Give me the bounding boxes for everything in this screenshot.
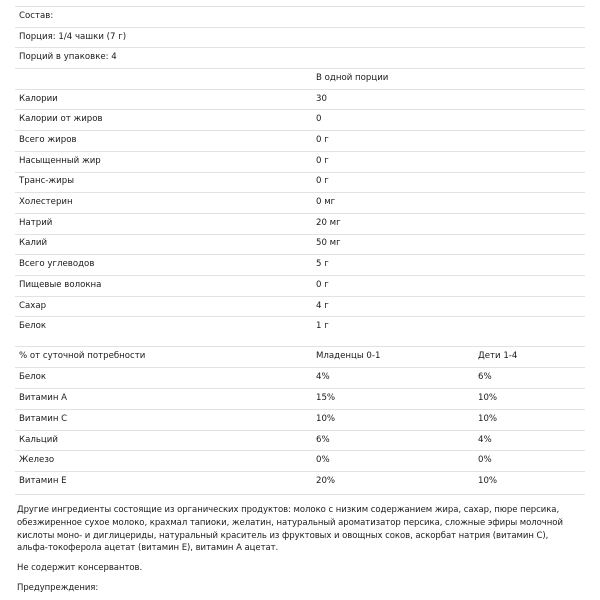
dv-nutrient-name: Белок bbox=[15, 367, 312, 388]
nutrient-name: Всего углеводов bbox=[15, 255, 312, 276]
table-row bbox=[15, 69, 585, 90]
dv-header-infants: Младенцы 0-1 bbox=[312, 347, 474, 368]
ingredients-line: кислоты моно- и диглицериды, натуральный краситель из фруктовых и овощных соков, аскорбат натрия (витамин C), bbox=[17, 530, 549, 541]
table-row bbox=[15, 151, 585, 172]
warnings-label: Предупреждения: bbox=[17, 582, 99, 593]
table-row bbox=[15, 317, 585, 337]
nutrient-value: 0 г bbox=[312, 172, 585, 193]
table-row bbox=[15, 388, 585, 409]
nutrient-value: 5 г bbox=[312, 255, 585, 276]
servings-per-package: Порций в упаковке: 4 bbox=[15, 48, 585, 69]
table-row bbox=[15, 430, 585, 451]
no-preservatives-text: Не содержит консервантов. bbox=[17, 563, 143, 574]
dv-header-label: % от суточной потребности bbox=[15, 347, 312, 368]
dv-nutrient-name: Витамин E bbox=[15, 472, 312, 492]
dv-infants-value: 4% bbox=[312, 367, 474, 388]
nutrient-name: Холестерин bbox=[15, 193, 312, 214]
table-header-row bbox=[15, 347, 585, 368]
dv-children-value: 6% bbox=[474, 367, 585, 388]
nutrient-name: Пищевые волокна bbox=[15, 275, 312, 296]
table-row bbox=[15, 409, 585, 430]
per-serving-header: В одной порции bbox=[312, 69, 585, 90]
nutrient-name: Белок bbox=[15, 317, 312, 337]
table-row bbox=[15, 110, 585, 131]
nutrient-name: Натрий bbox=[15, 213, 312, 234]
dv-children-value: 4% bbox=[474, 430, 585, 451]
empty-cell bbox=[15, 69, 312, 90]
table-row bbox=[15, 27, 585, 48]
dv-children-value: 10% bbox=[474, 409, 585, 430]
table-row bbox=[15, 213, 585, 234]
dv-children-value: 0% bbox=[474, 451, 585, 472]
nutrient-name: Сахар bbox=[15, 296, 312, 317]
table-row bbox=[15, 89, 585, 110]
dv-nutrient-name: Витамин C bbox=[15, 409, 312, 430]
table-row bbox=[15, 367, 585, 388]
ingredients-line: Другие ингредиенты состоящие из органических продуктов: молоко с низким содержанием жира, сахар, пюре персика, bbox=[17, 505, 560, 515]
table-row bbox=[15, 193, 585, 214]
dv-children-value: 10% bbox=[474, 472, 585, 492]
nutrient-value: 0 г bbox=[312, 151, 585, 172]
dv-infants-value: 15% bbox=[312, 388, 474, 409]
ingredients-block bbox=[17, 504, 587, 595]
table-row bbox=[15, 255, 585, 276]
dv-infants-value: 6% bbox=[312, 430, 474, 451]
ingredients-line: обезжиренное сухое молоко, крахмал тапиоки, желатин, натуральный ароматизатор персика, сложные эфиры молочной bbox=[17, 517, 563, 528]
nutrition-table bbox=[15, 6, 585, 337]
nutrient-value: 30 bbox=[312, 89, 585, 110]
nutrient-value: 0 г bbox=[312, 131, 585, 152]
dv-nutrient-name: Витамин A bbox=[15, 388, 312, 409]
dv-infants-value: 10% bbox=[312, 409, 474, 430]
dv-children-value: 10% bbox=[474, 388, 585, 409]
table-row bbox=[15, 296, 585, 317]
dv-nutrient-name: Железо bbox=[15, 451, 312, 472]
nutrient-name: Калории bbox=[15, 89, 312, 110]
nutrient-value: 50 мг bbox=[312, 234, 585, 255]
nutrient-name: Калории от жиров bbox=[15, 110, 312, 131]
daily-value-table bbox=[15, 346, 585, 492]
table-row bbox=[15, 131, 585, 152]
table-row bbox=[15, 48, 585, 69]
divider bbox=[15, 494, 585, 495]
dv-infants-value: 0% bbox=[312, 451, 474, 472]
table-row bbox=[15, 451, 585, 472]
nutrient-value: 0 г bbox=[312, 275, 585, 296]
nutrient-name: Калий bbox=[15, 234, 312, 255]
dv-infants-value: 20% bbox=[312, 472, 474, 492]
table-row bbox=[15, 234, 585, 255]
nutrient-name: Транс-жиры bbox=[15, 172, 312, 193]
nutrient-value: 20 мг bbox=[312, 213, 585, 234]
nutrient-name: Всего жиров bbox=[15, 131, 312, 152]
dv-header-children: Дети 1-4 bbox=[474, 347, 585, 368]
nutrient-value: 1 г bbox=[312, 317, 585, 337]
ingredients-line: альфа-токоферола ацетат (витамин E), витамин A ацетат. bbox=[17, 543, 279, 554]
composition-label: Состав: bbox=[15, 7, 585, 28]
table-row bbox=[15, 472, 585, 492]
nutrient-value: 4 г bbox=[312, 296, 585, 317]
table-row bbox=[15, 7, 585, 28]
table-row bbox=[15, 275, 585, 296]
nutrient-value: 0 bbox=[312, 110, 585, 131]
nutrient-name: Насыщенный жир bbox=[15, 151, 312, 172]
dv-nutrient-name: Кальций bbox=[15, 430, 312, 451]
nutrient-value: 0 мг bbox=[312, 193, 585, 214]
serving-size: Порция: 1/4 чашки (7 г) bbox=[15, 27, 585, 48]
table-row bbox=[15, 172, 585, 193]
